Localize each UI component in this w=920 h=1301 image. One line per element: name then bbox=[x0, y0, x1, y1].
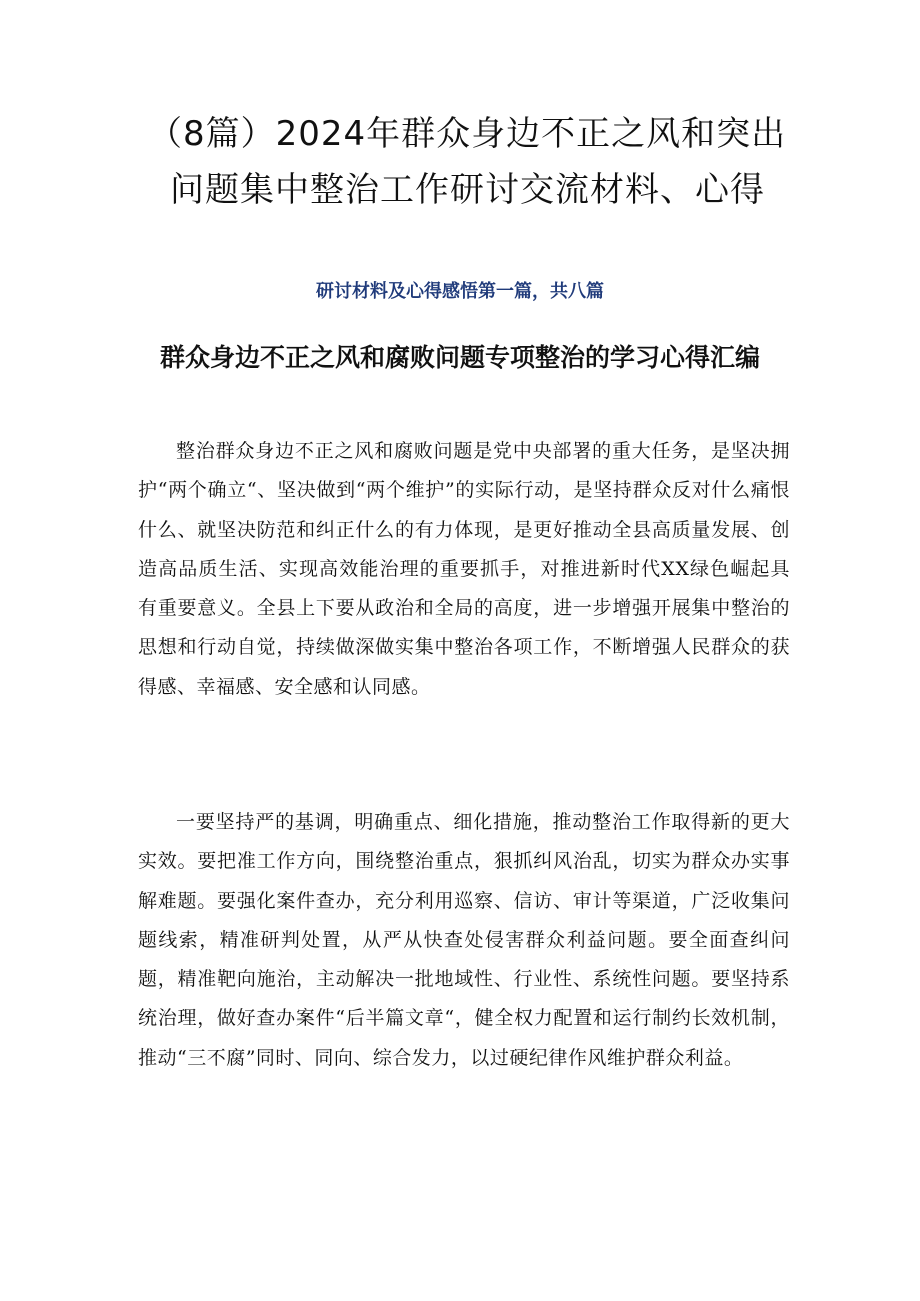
body-paragraph: 整治群众身边不正之风和腐败问题是党中央部署的重大任务，是坚决拥护“两个确立“、坚决做到“两个维护”的实际行动，是坚持群众反对什么痛恨什么、就坚决防范和纠正什么的有力体现，是更好推动全县高质量发展、创造高品质生活、实现高效能治理的重要抓手，对推进新时代XX绿色崛起具有重要意义。全县上下要从政治和全局的高度，进一步增强开展集中整治的思想和行动自觉，持续做深做实集中整治各项工作，不断增强人民群众的获得感、幸福感、安全感和认同感。 bbox=[138, 440, 790, 698]
section-title: 群众身边不正之风和腐败问题专项整治的学习心得汇编 bbox=[160, 343, 761, 372]
body-paragraph: 一要坚持严的基调，明确重点、细化措施，推动整治工作取得新的更大实效。要把准工作方向，围绕整治重点，狠抓纠风治乱，切实为群众办实事解难题。要强化案件查办，充分利用巡察、信访、审计等渠道，广泛收集问题线索，精准研判处置，从严从快查处侵害群众利益问题。要全面查纠问题，精准靶向施治，主动解决一批地域性、行业性、系统性问题。要坚持系统治理，做好查办案件“后半篇文章“，健全权力配置和运行制约长效机制，推动“三不腐”同时、同向、综合发力，以过硬纪律作风维护群众利益。 bbox=[138, 811, 790, 1069]
document-subtitle: 研讨材料及心得感悟第一篇，共八篇 bbox=[316, 281, 604, 302]
document-title: （8篇）2024年群众身边不正之风和突出问题集中整治工作研讨交流材料、心得 bbox=[148, 114, 787, 210]
